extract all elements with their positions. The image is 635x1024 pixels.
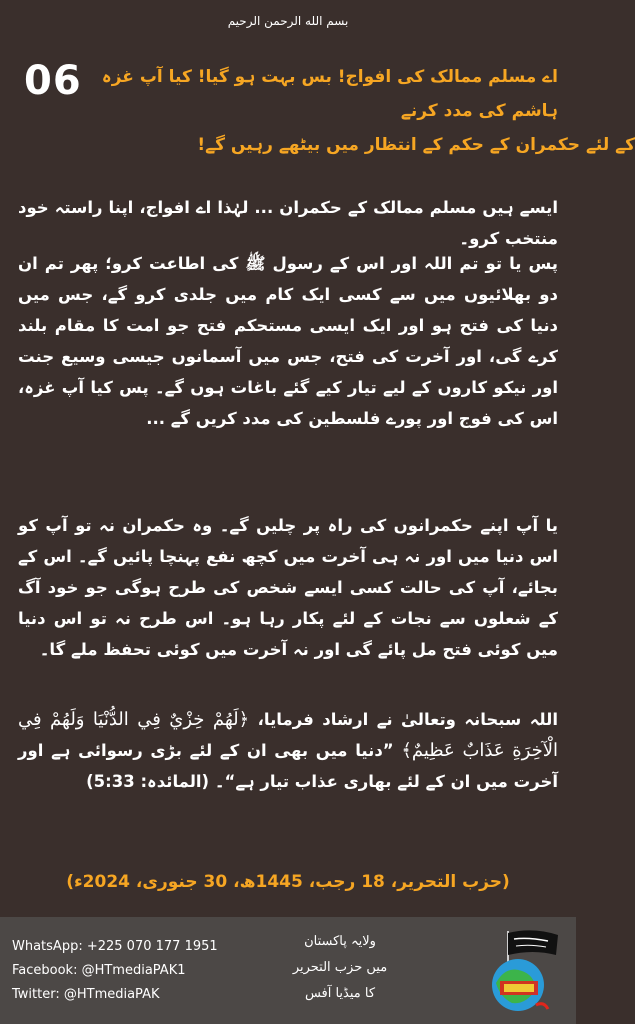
paragraph-1: ایسے ہیں مسلم ممالک کے حکمران ... لہٰذا اے افواج، اپنا راستہ خود منتخب کرو۔ (18, 198, 558, 248)
footer-bar (0, 917, 576, 1024)
post-number: 06 (24, 58, 82, 104)
headline (95, 60, 635, 162)
bismillah-heading: بسم الله الرحمن الرحیم (227, 14, 349, 28)
paragraph-4 (18, 704, 558, 797)
media-office-label (270, 929, 410, 1007)
paragraph-3: یا آپ اپنے حکمرانوں کی راہ پر چلیں گے۔ وہ حکمران نہ تو آپ کو اس دنیا میں اور نہ ہی آخرت میں کچھ نفع پہنچا پائیں گے۔ اس کے بجائے، آپ کی حالت کسی ایسے شخص کی طرح ہوگی جو خود آگ کے شعلوں سے نجات کے لئے پکار رہا ہو۔ اس طرح نہ تو اس دنیا میں کوئی فتح مل پائے گی اور نہ آخرت میں کوئی تحفظ ملے گا۔ (18, 516, 558, 659)
paragraph-4-intro: اللہ سبحانہ وتعالیٰ نے ارشاد فرمایا، (249, 710, 558, 729)
facebook-contact[interactable]: Facebook: @HTmediaPAK1 (12, 963, 186, 978)
social-links (12, 935, 218, 1007)
whatsapp-contact[interactable]: WhatsApp: +225 070 177 1951 (12, 939, 218, 954)
verse-translation: ”دنیا میں بھی ان کے لئے بڑی رسوائی ہے اور آخرت میں ان کے لئے بھاری عذاب تیار ہے“۔ (المائدہ: 5:33) (18, 741, 558, 791)
headline-line-1: اے مسلم ممالک کی افواج! بس بہت ہو گیا! کیا آپ غزہ ہاشم کی مدد کرنے (101, 67, 558, 121)
paragraph-2: پس یا تو تم اللہ اور اس کے رسول ﷺ کی اطاعت کرو؛ پھر تم ان دو بھلائیوں میں سے کسی ایک کام میں جلدی کرو گے، جس میں دنیا کی فتح ہو اور ایک ایسی مستحکم فتح جو امت کا مقام بلند کرے گی، اور آخرت کی فتح، جس میں آسمانوں جیسی وسیع جنت اور نیکو کاروں کے لیے تیار کیے گئے باغات ہوں گے۔ پس کیا آپ غزہ، اس کی فوج اور پورے فلسطین کی مدد کریں گے ... (18, 254, 558, 428)
hizb-ut-tahrir-logo-icon (478, 925, 572, 1019)
office-line-3: کا میڈیا آفس (304, 986, 376, 1001)
headline-line-2: کے لئے حکمران کے حکم کے انتظار میں بیٹھے رہیں گے! (197, 135, 635, 155)
twitter-contact[interactable]: Twitter: @HTmediaPAK (12, 987, 160, 1002)
office-line-2: میں حزب التحریر (292, 960, 388, 975)
quran-verse: ﴿لَهُمْ خِزْيٌ فِي الدُّنْيَا وَلَهُمْ فِي الْآخِرَةِ عَذَابٌ عَظِيمٌ﴾ (18, 709, 558, 761)
signature-date: (حزب التحریر، 18 رجب، 1445ھ، 30 جنوری، 2024ء) (66, 872, 510, 892)
office-line-1: ولایہ پاکستان (304, 934, 376, 949)
